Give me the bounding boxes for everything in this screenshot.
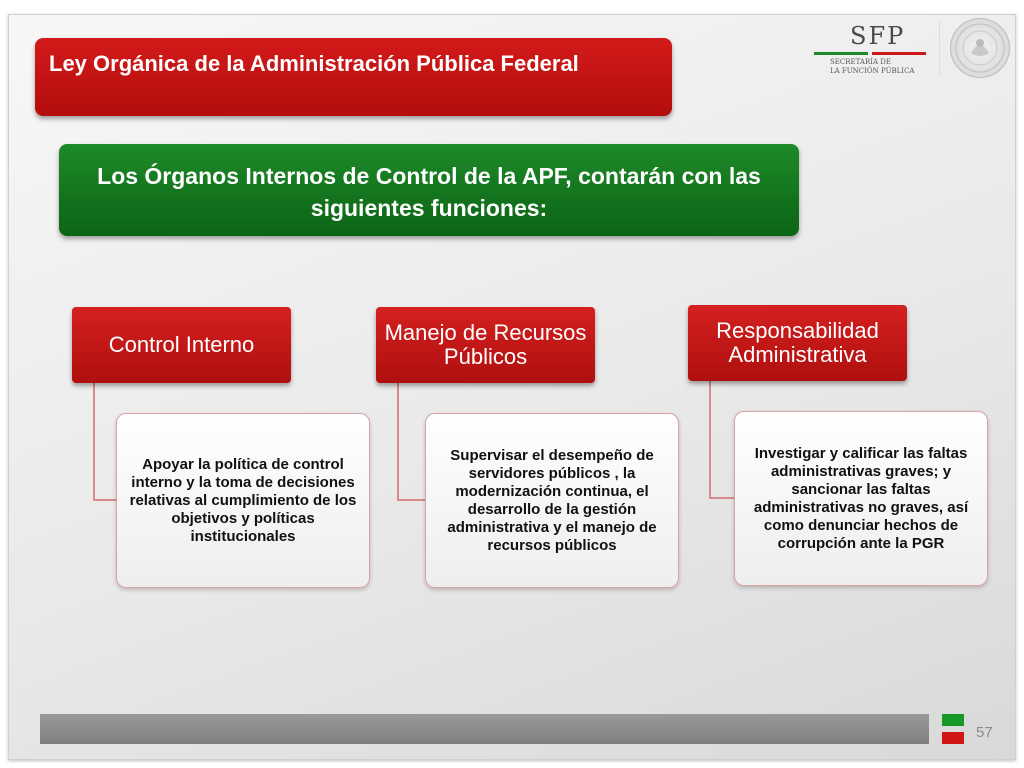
- category-manejo-recursos: Manejo de Recursos Públicos: [376, 307, 595, 383]
- slide-background: [8, 14, 1016, 760]
- page-number: 57: [976, 724, 993, 741]
- sfp-logo-text: SFP: [850, 22, 906, 50]
- connector-line: [397, 383, 427, 501]
- function-description-text: Apoyar la política de control interno y la toma de decisiones relativas al cumplimiento de los objetivos y políticas institucionales: [129, 455, 357, 545]
- flag-red-block: [942, 732, 964, 744]
- logo-red-stripe: [872, 52, 926, 55]
- function-description-text: Investigar y calificar las faltas administrativas graves; y sancionar las faltas administrativas no graves, así como denunciar hechos de corrupción ante la PGR: [753, 444, 969, 552]
- functions-heading: Los Órganos Internos de Control de la APF, contarán con las siguientes funciones:: [59, 144, 799, 236]
- connector-line: [93, 383, 118, 501]
- footer-bar: [40, 714, 929, 744]
- slide-title: Ley Orgánica de la Administración Pública Federal: [35, 38, 672, 116]
- category-control-interno: Control Interno: [72, 307, 291, 383]
- category-responsabilidad: Responsabilidad Administrativa: [688, 305, 907, 381]
- function-description-card: [425, 413, 679, 588]
- sfp-logo-line2: LA FUNCIÓN PÚBLICA: [830, 67, 915, 75]
- logo-divider: [939, 20, 940, 76]
- logo-green-stripe: [814, 52, 868, 55]
- function-description-text: Supervisar el desempeño de servidores públicos , la modernización continua, el desarrollo de la gestión administrativa y el manejo de recursos públicos: [447, 446, 657, 554]
- sfp-logo: [812, 18, 1012, 78]
- connector-line: [709, 381, 736, 499]
- sfp-logo-subtitle: [830, 58, 930, 76]
- sfp-logo-line1: SECRETARÍA DE: [830, 58, 892, 66]
- function-description-card: [734, 411, 988, 586]
- function-description-card: [116, 413, 370, 588]
- flag-green-block: [942, 714, 964, 726]
- national-seal-icon: [950, 18, 1010, 78]
